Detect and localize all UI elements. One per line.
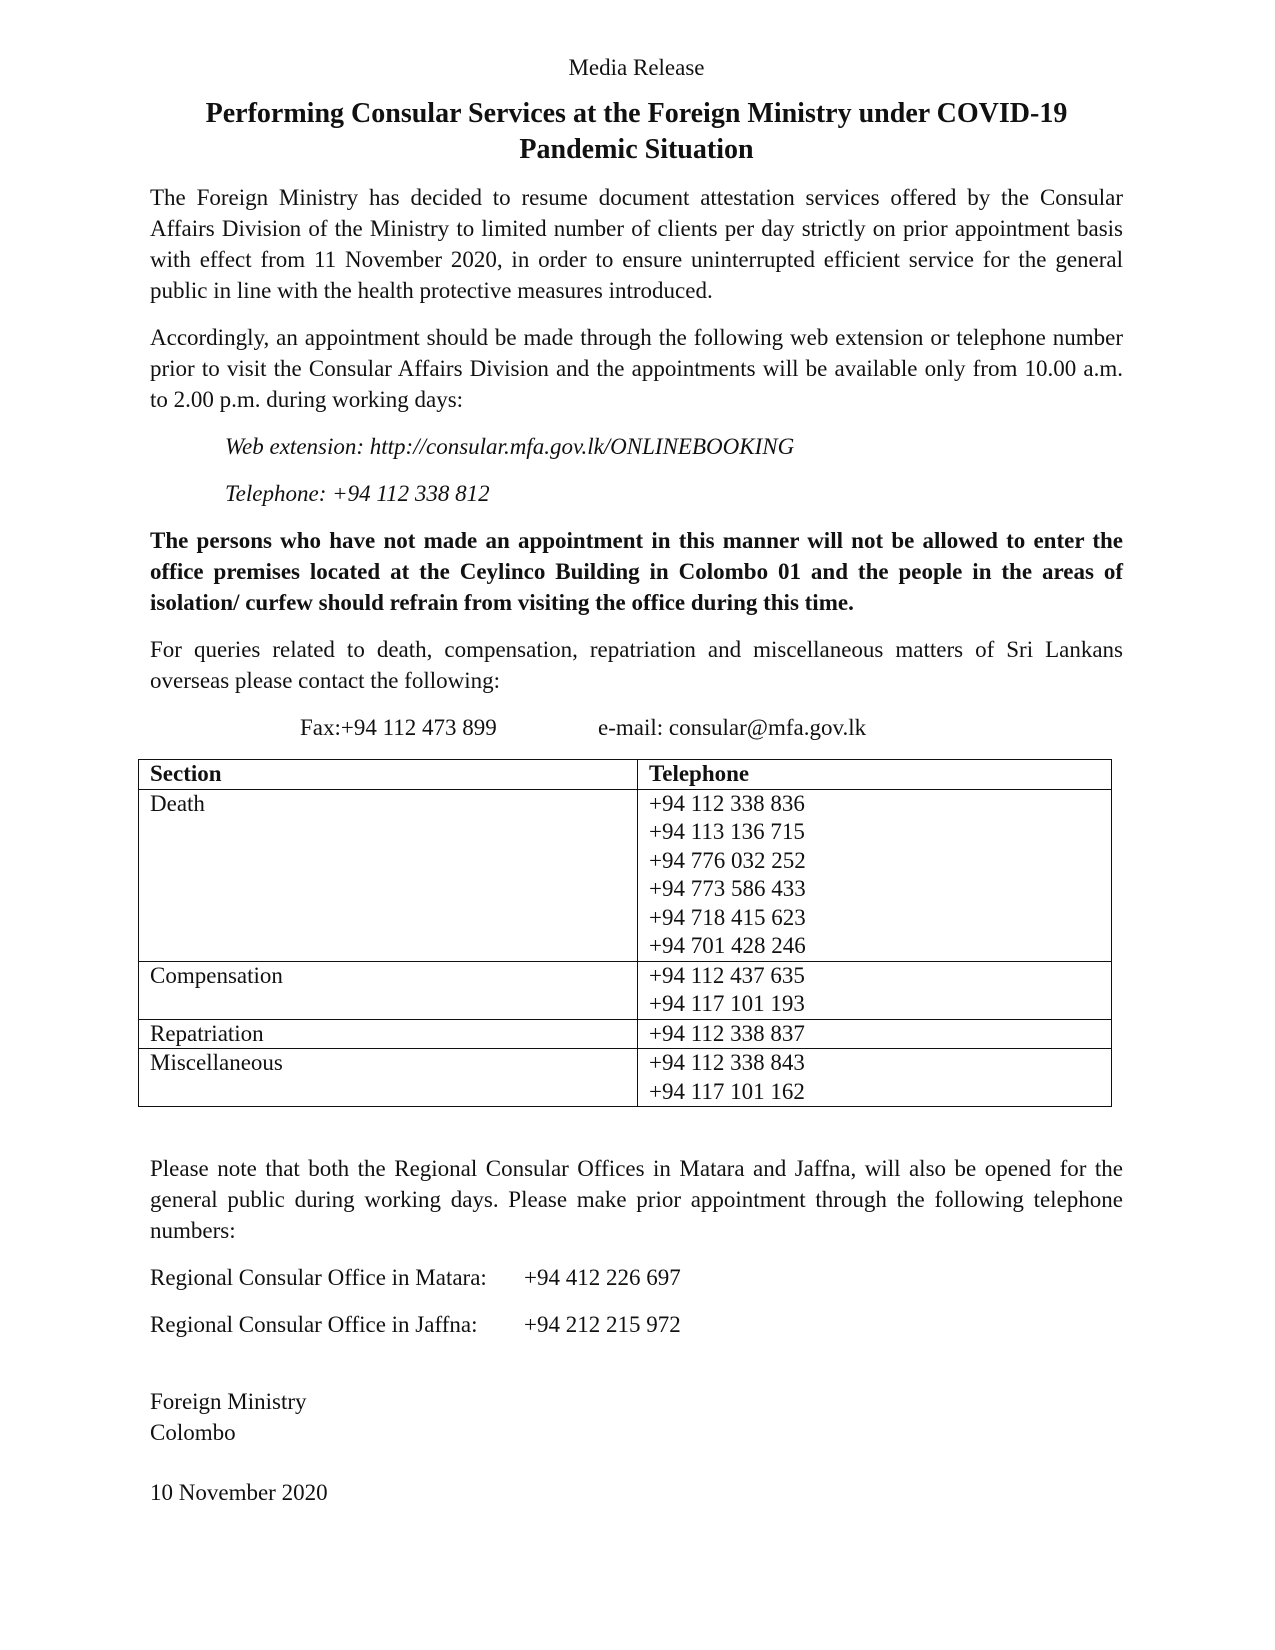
table-row [139,1019,1112,1049]
phones-cell [638,1049,1112,1107]
jaffna-office-label: Regional Consular Office in Jaffna: [150,1312,478,1337]
regional-offices-paragraph: Please note that both the Regional Consular Offices in Matara and Jaffna, will also be opened for the general public during working days. Please make prior appointment through the following telephone numbers: [150,1156,1123,1243]
title-line-1: Performing Consular Services at the Foreign Ministry under COVID-19 [205,98,1068,129]
document-title [150,96,1123,168]
title-line-2: Pandemic Situation [519,134,754,165]
matara-office-line [150,1262,1123,1293]
phones-cell [638,961,1112,1019]
phone-number: +94 776 032 252 [649,847,806,873]
section-cell: Compensation [139,961,638,1019]
section-cell: Death [139,789,638,961]
telephone-line: Telephone: +94 112 338 812 [225,481,490,506]
notice-paragraph: The persons who have not made an appointment in this manner will not be allowed to enter the office premises located at the Ceylinco Building in Colombo 01 and the people in the areas of isolation/ curfew should refrain from visiting the office during this time. [150,528,1123,615]
jaffna-office-phone: +94 212 215 972 [524,1312,681,1337]
phone-number: +94 112 338 837 [649,1020,805,1046]
table-header-row [139,760,1112,790]
media-release-label: Media Release [568,55,705,80]
document-content [150,52,1123,1508]
jaffna-office-line [150,1309,1123,1340]
phone-number: +94 117 101 162 [649,1078,805,1104]
table-row [139,789,1112,961]
email-address: e-mail: consular@mfa.gov.lk [598,715,867,740]
signature-block [150,1386,1123,1448]
phone-number: +94 701 428 246 [649,933,806,958]
phone-number: +94 112 338 843 [649,1050,805,1075]
signature-city: Colombo [150,1420,236,1445]
matara-office-phone: +94 412 226 697 [524,1265,681,1290]
release-date: 10 November 2020 [150,1480,328,1505]
phones-cell [638,1019,1112,1049]
header-telephone: Telephone [638,760,1112,790]
section-cell: Repatriation [139,1019,638,1049]
phones-cell [638,789,1112,961]
phone-number: +94 773 586 433 [649,876,806,901]
web-extension-line: Web extension: http://consular.mfa.gov.lk/ONLINEBOOKING [225,434,795,459]
signature-ministry: Foreign Ministry [150,1389,307,1414]
phone-number: +94 112 437 635 [649,962,805,988]
appointment-paragraph: Accordingly, an appointment should be made through the following web extension or telephone number prior to visit the Consular Affairs Division and the appointments will be available only from 10.00 a.m. to 2.00 p.m. during working days: [150,325,1123,412]
contacts-table [138,759,1112,1107]
header-section: Section [139,760,638,790]
phone-number: +94 113 136 715 [649,819,805,844]
table-row [139,1049,1112,1107]
table-row [139,961,1112,1019]
phone-number: +94 718 415 623 [649,904,806,930]
fax-email-line [150,712,1123,743]
section-cell: Miscellaneous [139,1049,638,1107]
matara-office-label: Regional Consular Office in Matara: [150,1265,487,1290]
fax-number: Fax:+94 112 473 899 [300,715,497,740]
queries-paragraph: For queries related to death, compensation, repatriation and miscellaneous matters of Sri Lankans overseas please contact the following: [150,637,1123,693]
intro-paragraph: The Foreign Ministry has decided to resume document attestation services offered by the Consular Affairs Division of the Ministry to limited number of clients per day strictly on prior appointment basis with effect from 11 November 2020, in order to ensure uninterrupted efficient service for the general public in line with the health protective measures introduced. [150,185,1123,303]
phone-number: +94 117 101 193 [649,991,805,1016]
phone-number: +94 112 338 836 [649,790,805,816]
